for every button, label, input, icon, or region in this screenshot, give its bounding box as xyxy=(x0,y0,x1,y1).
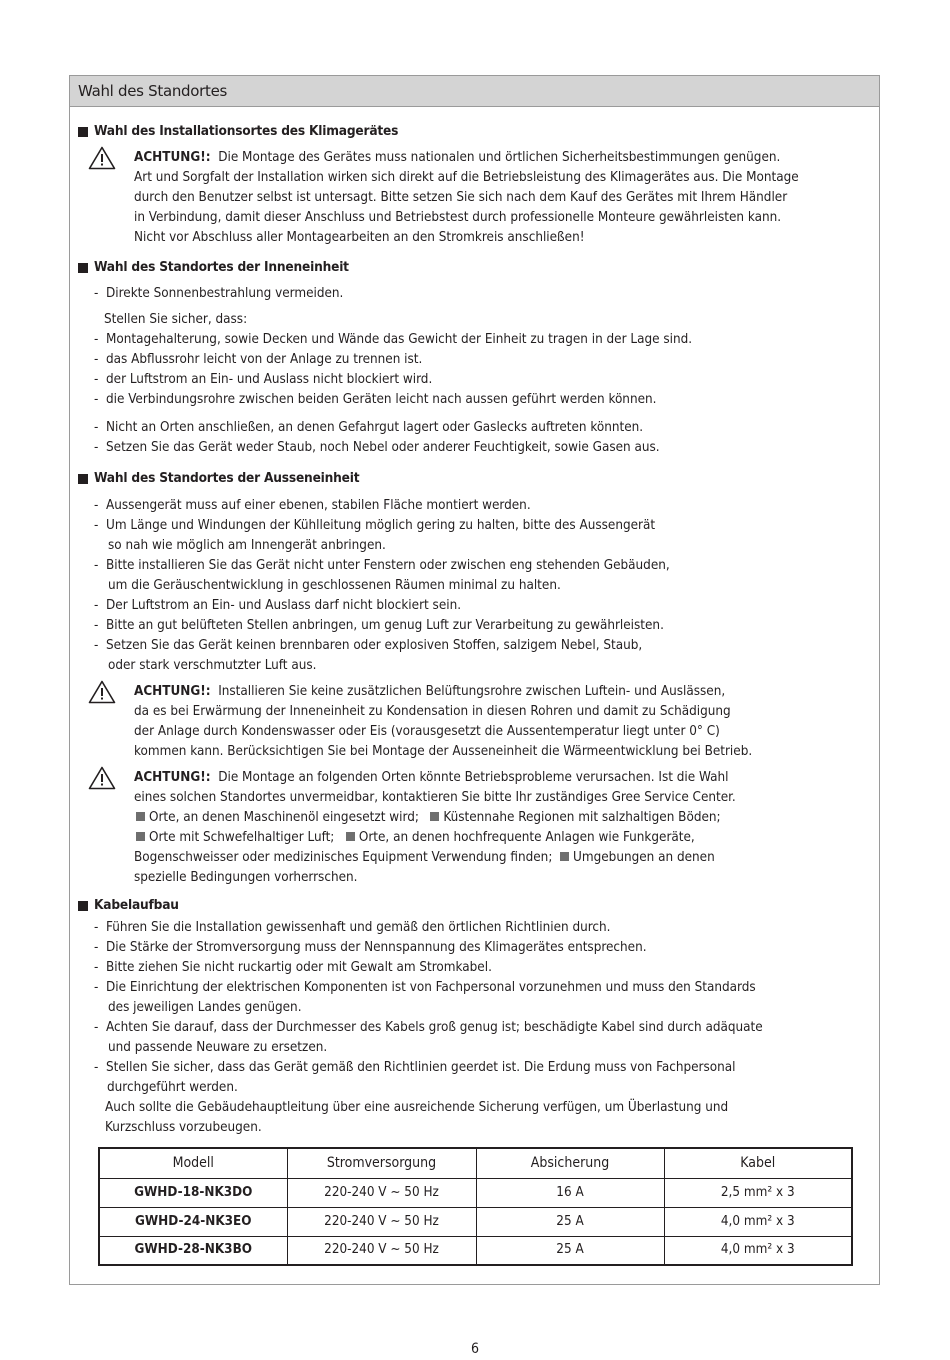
list-item: - Der Luftstrom an Ein- und Auslass darf nicht blockiert sein. xyxy=(94,598,462,613)
table-header-cell: Absicherung xyxy=(476,1148,664,1178)
warning-line: durch den Benutzer selbst ist untersagt. Bitte setzen Sie sich nach dem Kauf des Gerätes mit Ihrem Händler xyxy=(134,190,788,205)
warning-line: Installieren Sie keine zusätzlichen Belüftungsrohre zwischen Luftein- und Auslässen, xyxy=(218,684,726,699)
list-item: - Achten Sie darauf, dass der Durchmesser des Kabels groß genug ist; beschädigte Kabel sind durch adäquate xyxy=(94,1020,763,1035)
table-cell: 4,0 mm² x 3 xyxy=(664,1207,852,1236)
warning-label: ACHTUNG!: xyxy=(134,150,211,165)
bullet-square-icon xyxy=(560,852,569,861)
heading-kabelaufbau: Kabelaufbau xyxy=(94,897,179,913)
warning-label: ACHTUNG!: xyxy=(134,684,211,699)
table-row xyxy=(99,1178,852,1207)
warning-text-2-line-1 xyxy=(134,682,725,702)
heading-ausseneinheit: Wahl des Standortes der Ausseneinheit xyxy=(94,470,360,486)
list-item-continuation: und passende Neuware zu ersetzen. xyxy=(108,1040,328,1055)
places-line: Bogenschweisser oder medizinisches Equipment Verwendung finden; Umgebungen an denen xyxy=(134,850,715,865)
content-frame xyxy=(69,75,880,1285)
list-item: - der Luftstrom an Ein- und Auslass nicht blockiert wird. xyxy=(94,372,433,387)
list-item: - Bitte installieren Sie das Gerät nicht unter Fenstern oder zwischen eng stehenden Gebäuden, xyxy=(94,558,670,573)
warning-triangle-icon xyxy=(88,680,116,704)
table-header-cell: Stromversorgung xyxy=(287,1148,476,1178)
list-item: - Um Länge und Windungen der Kühlleitung möglich gering zu halten, bitte des Aussengerät xyxy=(94,518,656,533)
table-header-cell: Kabel xyxy=(664,1148,852,1178)
list-item: - Aussengerät muss auf einer ebenen, stabilen Fläche montiert werden. xyxy=(94,498,531,513)
table-header-cell: Modell xyxy=(99,1148,287,1178)
table-cell: GWHD-28-NK3BO xyxy=(99,1236,287,1265)
table-row xyxy=(99,1207,852,1236)
table-cell: 2,5 mm² x 3 xyxy=(664,1178,852,1207)
list-item: - Setzen Sie das Gerät weder Staub, noch Nebel oder anderer Feuchtigkeit, sowie Gasen aus. xyxy=(94,440,660,455)
list-item: - Stellen Sie sicher, dass das Gerät gemäß den Richtlinien geerdet ist. Die Erdung muss von Fachpersonal xyxy=(94,1060,736,1075)
list-item: - Führen Sie die Installation gewissenhaft und gemäß den örtlichen Richtlinien durch. xyxy=(94,920,611,935)
places-line: Orte, an denen Maschinenöl eingesetzt wird; Küstennahe Regionen mit salzhaltigen Böden; xyxy=(136,808,721,828)
bullet-square-icon xyxy=(136,812,145,821)
bullet-square-icon xyxy=(136,832,145,841)
list-item: - Bitte ziehen Sie nicht ruckartig oder mit Gewalt am Stromkabel. xyxy=(94,960,492,975)
list-item: - das Abflussrohr leicht von der Anlage zu trennen ist. xyxy=(94,352,423,367)
paragraph-line: Kurzschluss vorzubeugen. xyxy=(105,1120,262,1135)
warning-line: der Anlage durch Kondenswasser oder Eis (vorausgesetzt die Aussentemperatur liegt unter 0° C) xyxy=(134,724,720,739)
list-item-continuation: so nah wie möglich am Innengerät anbringen. xyxy=(108,538,386,553)
bullet-square-icon xyxy=(78,474,88,484)
bullet-square-icon xyxy=(78,263,88,273)
list-item-continuation: um die Geräuschentwicklung in geschlossenen Räumen minimal zu halten. xyxy=(108,578,561,593)
warning-line: da es bei Erwärmung der Inneneinheit zu Kondensation in diesen Rohren und damit zu Schädigung xyxy=(134,704,731,719)
table-cell: 4,0 mm² x 3 xyxy=(664,1236,852,1265)
list-item: - Setzen Sie das Gerät keinen brennbaren oder explosiven Stoffen, salzigem Nebel, Staub, xyxy=(94,638,643,653)
places-line: Orte mit Schwefelhaltiger Luft; Orte, an denen hochfrequente Anlagen wie Funkgeräte, xyxy=(136,828,695,848)
list-item: - die Verbindungsrohre zwischen beiden Geräten leicht nach aussen geführt werden können. xyxy=(94,392,657,407)
table-cell: 16 A xyxy=(476,1178,664,1207)
warning-label: ACHTUNG!: xyxy=(134,770,211,785)
warning-text-3-line-1 xyxy=(134,768,728,788)
list-item: - Bitte an gut belüfteten Stellen anbringen, um genug Luft zur Verarbeitung zu gewährleisten. xyxy=(94,618,664,633)
table-cell: GWHD-18-NK3DO xyxy=(99,1178,287,1207)
table-cell: 220-240 V ~ 50 Hz xyxy=(287,1236,476,1265)
warning-line: Art und Sorgfalt der Installation wirken sich direkt auf die Betriebsleistung des Klimagerätes aus. Die Montage xyxy=(134,170,799,185)
heading-inneneinheit: Wahl des Standortes der Inneneinheit xyxy=(94,259,349,275)
bullet-square-icon xyxy=(430,812,439,821)
cable-spec-table xyxy=(98,1147,853,1266)
list-item: - Direkte Sonnenbestrahlung vermeiden. xyxy=(94,286,344,301)
bullet-square-icon xyxy=(346,832,355,841)
list-item: - Die Einrichtung der elektrischen Komponenten ist von Fachpersonal vorzunehmen und muss den Standards xyxy=(94,980,756,995)
warning-line: Nicht vor Abschluss aller Montagearbeiten an den Stromkreis anschließen! xyxy=(134,230,585,245)
section-title: Wahl des Standortes xyxy=(78,82,228,100)
warning-line: in Verbindung, damit dieser Anschluss und Betriebstest durch professionelle Monteure gewährleisten kann. xyxy=(134,210,782,225)
table-row xyxy=(99,1236,852,1265)
table-cell: 220-240 V ~ 50 Hz xyxy=(287,1178,476,1207)
intro-text: Stellen Sie sicher, dass: xyxy=(104,312,248,327)
table-cell: 25 A xyxy=(476,1236,664,1265)
list-item-continuation: oder stark verschmutzter Luft aus. xyxy=(108,658,317,673)
warning-text-1-line-1 xyxy=(134,148,780,168)
list-item-continuation: durchgeführt werden. xyxy=(107,1080,238,1095)
places-line: spezielle Bedingungen vorherrschen. xyxy=(134,870,358,885)
warning-line: Die Montage an folgenden Orten könnte Betriebsprobleme verursachen. Ist die Wahl xyxy=(218,770,729,785)
table-cell: 220-240 V ~ 50 Hz xyxy=(287,1207,476,1236)
heading-installationsort: Wahl des Installationsortes des Klimagerätes xyxy=(94,123,399,139)
table-cell: GWHD-24-NK3EO xyxy=(99,1207,287,1236)
warning-line: Die Montage des Gerätes muss nationalen und örtlichen Sicherheitsbestimmungen genügen. xyxy=(218,150,781,165)
bullet-square-icon xyxy=(78,901,88,911)
paragraph-line: Auch sollte die Gebäudehauptleitung über eine ausreichende Sicherung verfügen, um Überlastung und xyxy=(105,1100,729,1115)
warning-line: kommen kann. Berücksichtigen Sie bei Montage der Ausseneinheit die Wärmeentwicklung bei Betrieb. xyxy=(134,744,753,759)
warning-line: eines solchen Standortes unvermeidbar, kontaktieren Sie bitte Ihr zuständiges Gree Service Center. xyxy=(134,790,736,805)
list-item-continuation: des jeweiligen Landes genügen. xyxy=(108,1000,302,1015)
bullet-square-icon xyxy=(78,127,88,137)
table-header-row xyxy=(99,1148,852,1178)
warning-triangle-icon xyxy=(88,146,116,170)
list-item: - Nicht an Orten anschließen, an denen Gefahrgut lagert oder Gaslecks auftreten könnten. xyxy=(94,420,644,435)
list-item: - Montagehalterung, sowie Decken und Wände das Gewicht der Einheit zu tragen in der Lage sind. xyxy=(94,332,693,347)
table-cell: 25 A xyxy=(476,1207,664,1236)
page-number: 6 xyxy=(470,1341,479,1357)
list-item: - Die Stärke der Stromversorgung muss der Nennspannung des Klimagerätes entsprechen. xyxy=(94,940,647,955)
section-title-bar xyxy=(70,76,879,107)
warning-triangle-icon xyxy=(88,766,116,790)
